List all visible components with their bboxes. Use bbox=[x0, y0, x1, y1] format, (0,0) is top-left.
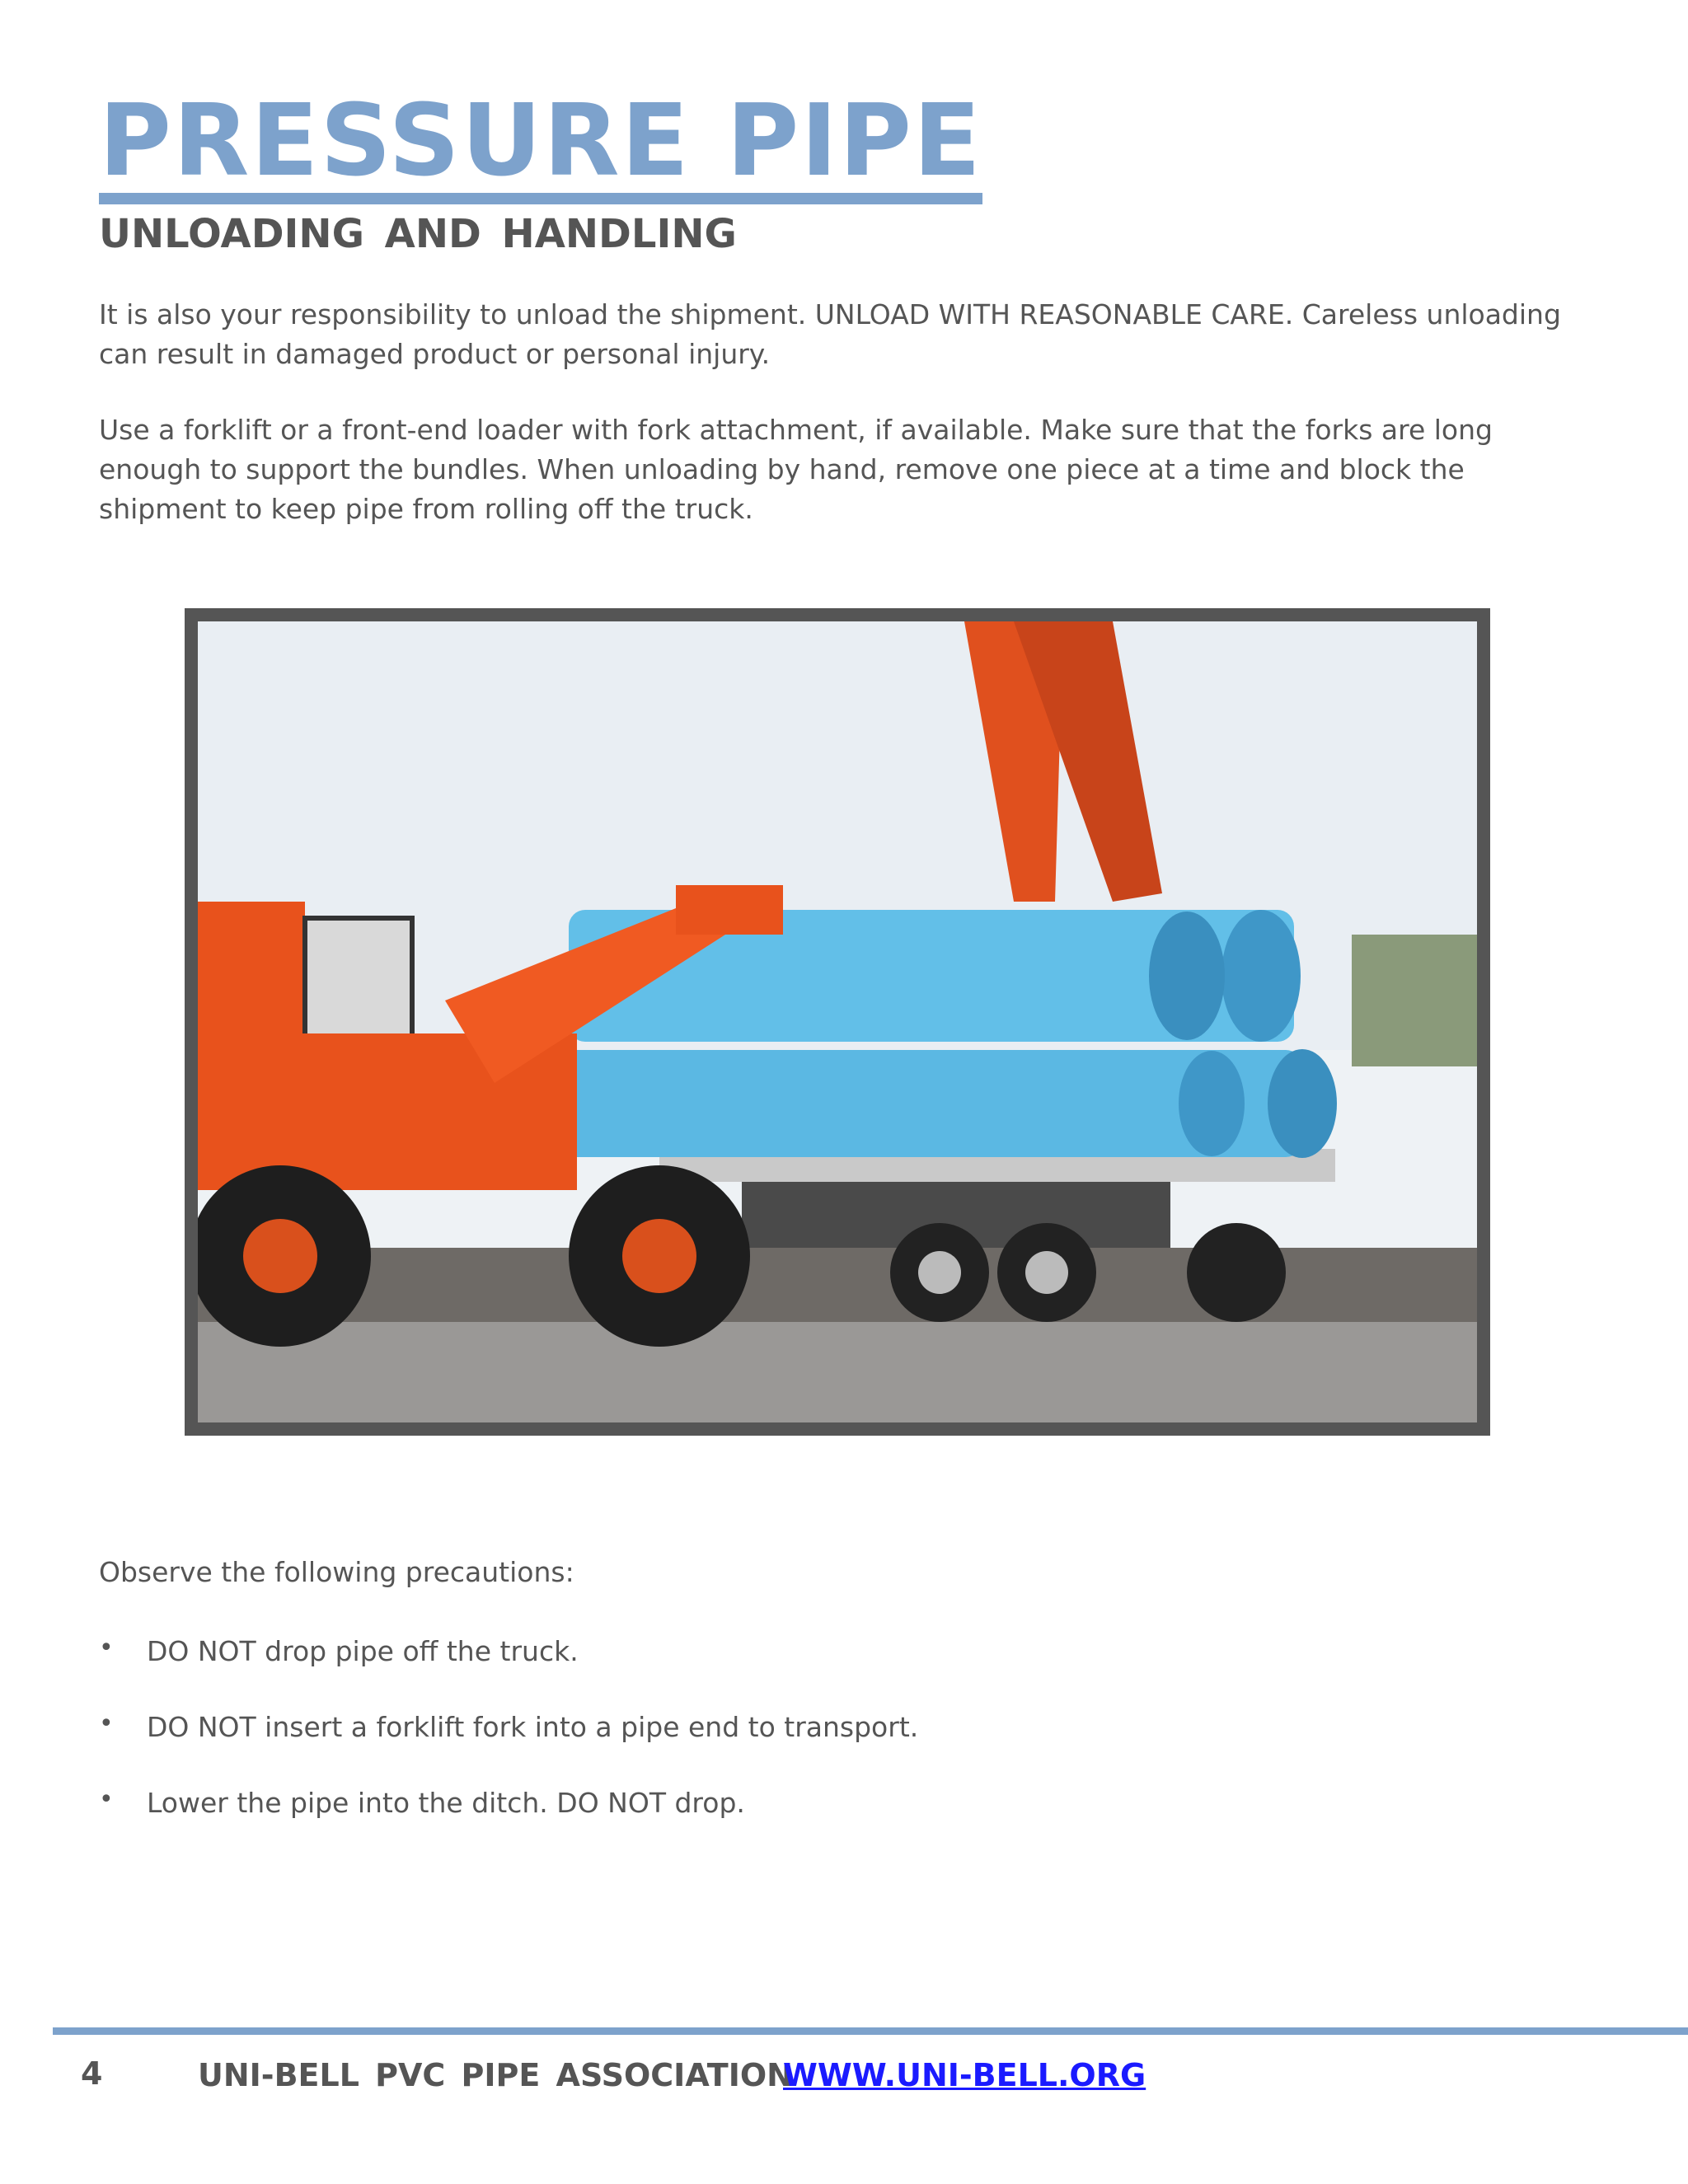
bullet-icon: • bbox=[99, 1785, 114, 1814]
list-item bbox=[99, 1783, 918, 1859]
photo-illustration bbox=[198, 621, 1477, 1422]
website-link[interactable]: WWW.UNI-BELL.ORG bbox=[783, 2057, 1146, 2093]
page-title: PRESSURE PIPE bbox=[99, 92, 982, 204]
association-name: UNI-BELL PVC PIPE ASSOCIATION bbox=[198, 2057, 793, 2093]
page-number: 4 bbox=[81, 2055, 103, 2092]
forklift-paragraph: Use a forklift or a front-end loader with fork attachment, if available. Make sure that the forks are long enough to support the bundles. When unloading by hand, remove one piece at a time and block the shipment to keep pipe from rolling off the truck. bbox=[99, 414, 1493, 525]
list-item-text: DO NOT drop pipe off the truck. bbox=[147, 1635, 579, 1667]
bullet-icon: • bbox=[99, 1709, 114, 1738]
precautions-intro: Observe the following precautions: bbox=[99, 1556, 574, 1588]
unloading-photo bbox=[185, 608, 1490, 1436]
list-item bbox=[99, 1708, 918, 1783]
list-item-text: Lower the pipe into the ditch. DO NOT drop. bbox=[147, 1787, 745, 1819]
bullet-icon: • bbox=[99, 1633, 114, 1662]
list-item bbox=[99, 1632, 918, 1708]
list-item-text: DO NOT insert a forklift fork into a pipe end to transport. bbox=[147, 1711, 919, 1743]
precautions-list bbox=[99, 1632, 918, 1859]
intro-paragraph: It is also your responsibility to unload the shipment. UNLOAD WITH REASONABLE CARE. Careless unloading can result in damaged product or personal injury. bbox=[99, 298, 1561, 370]
footer-divider bbox=[53, 2027, 1688, 2035]
section-subtitle: UNLOADING AND HANDLING bbox=[99, 211, 737, 257]
